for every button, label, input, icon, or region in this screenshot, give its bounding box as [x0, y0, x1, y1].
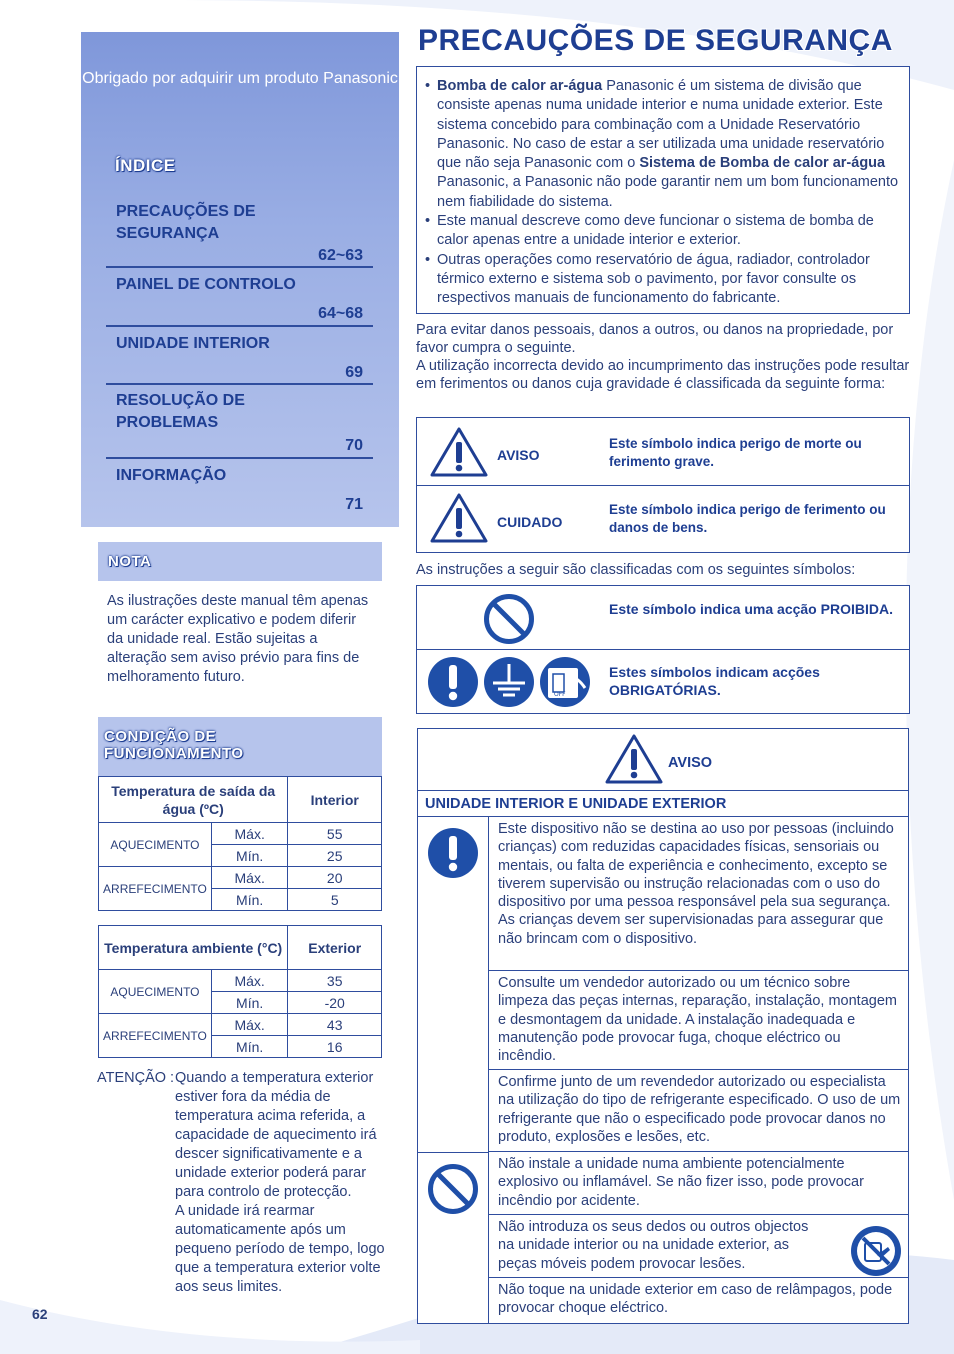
intro-bullet: • Outras operações como reservatório de água, radiador, controlador térmico externo e sistema sob o pavimento, por favor consulte os respectivos manuais de funcionamento do fabricante.: [427, 251, 899, 309]
limit-label: Mín.: [211, 1036, 288, 1058]
warning-header: [418, 729, 908, 791]
group-divider: [418, 1152, 489, 1153]
limit-value: 43: [288, 1014, 382, 1036]
attention-text: A unidade irá rearmar automaticamente após um pequeno período de tempo, logo que a temperatura exterior volte aos seus limites.: [175, 1203, 385, 1295]
toc-label: RESOLUÇÃO DE PROBLEMAS: [116, 392, 245, 431]
limit-value: -20: [288, 992, 382, 1014]
limit-label: Máx.: [211, 1014, 288, 1036]
warning-item: Este dispositivo não se destina ao uso por pessoas (incluindo crianças) com reduzidas capacidades físicas, sensoriais ou mentais, ou falta de experiência e conhecimento, excepto se tiverem supervisão ou instrução relacionadas com o uso do dispositivo por uma pessoa responsável pela sua segurança. As crianças devem ser supervisionadas para assegurar que não brincam com o dispositivo.: [489, 817, 909, 971]
paragraph: Para evitar danos pessoais, danos a outros, ou danos na propriedade, por favor cumpra o seguinte.: [416, 322, 894, 356]
condition-title: CONDIÇÃO DE FUNCIONAMENTO: [104, 728, 244, 762]
intro-text: Panasonic, a Panasonic não pode garantir nem um bom funcionamento nem fiabilidade do sistema.: [437, 174, 899, 210]
severity-row-caution: [417, 486, 909, 552]
mode-cell: AQUECIMENTO: [99, 970, 212, 1014]
toc-item-troubleshooting[interactable]: [106, 385, 373, 459]
switch-off-label: OFF: [554, 691, 566, 698]
limit-value: 20: [288, 867, 382, 889]
attention-text: Quando a temperatura exterior estiver fora da média de temperatura acima referida, a capacidade de aquecimento irá descer significativamente e a unidade exterior poderá parar para controlo de protecção.: [175, 1070, 377, 1200]
toc-pages: 71: [345, 496, 363, 513]
warning-triangle-icon: [604, 733, 664, 785]
no-fingers-icon: [850, 1225, 902, 1277]
mandatory-icon: [427, 656, 479, 708]
symbols-box: [416, 585, 910, 714]
toc-pages: 64~68: [318, 305, 363, 322]
table-header: Exterior: [288, 926, 382, 970]
warning-body: [418, 817, 908, 1323]
limit-label: Máx.: [211, 970, 288, 992]
table-of-contents: [106, 196, 373, 521]
paragraph: As instruções a seguir são classificadas com os seguintes símbolos:: [416, 562, 856, 578]
toc-label: UNIDADE INTERIOR: [116, 335, 270, 352]
table-header: Interior: [288, 777, 382, 823]
limit-label: Máx.: [211, 867, 288, 889]
mode-cell: ARREFECIMENTO: [99, 867, 212, 911]
nota-header: [98, 542, 382, 581]
intro-bullet: [427, 77, 899, 212]
warning-icon-column: [418, 817, 489, 1323]
intro-box: [416, 66, 910, 314]
toc-item-information[interactable]: [106, 459, 373, 521]
mode-cell: AQUECIMENTO: [99, 823, 212, 867]
bold-text: Bomba de calor ar-água: [437, 78, 603, 94]
water-temp-table: [98, 776, 382, 911]
limit-label: Mín.: [211, 845, 288, 867]
warning-item: Não instale a unidade numa ambiente potencialmente explosivo ou inflamável. Se não fizer isso, pode provocar incêndio por acidente.: [489, 1152, 909, 1215]
toc-item-control-panel[interactable]: [106, 268, 373, 327]
severity-desc: Este símbolo indica perigo de morte ou ferimento grave.: [609, 436, 862, 469]
symbol-desc: Estes símbolos indicam acções OBRIGATÓRIAS.: [609, 664, 820, 698]
warning-subtitle: UNIDADE INTERIOR E UNIDADE EXTERIOR: [418, 791, 908, 817]
severity-desc: Este símbolo indica perigo de ferimento ou danos de bens.: [609, 502, 886, 535]
toc-label: INFORMAÇÃO: [116, 467, 227, 484]
symbol-desc: Este símbolo indica uma acção PROIBIDA.: [609, 601, 893, 617]
mode-cell: ARREFECIMENTO: [99, 1014, 212, 1058]
caution-triangle-icon: [429, 492, 489, 544]
limit-value: 35: [288, 970, 382, 992]
thanks-text: Obrigado por adquirir um produto Panasonic: [82, 70, 398, 87]
mandatory-icon: [427, 827, 479, 879]
limit-value: 16: [288, 1036, 382, 1058]
condition-header: [98, 717, 382, 776]
limit-value: 25: [288, 845, 382, 867]
limit-label: Mín.: [211, 889, 288, 911]
nota-text: As ilustrações deste manual têm apenas um carácter explicativo e podem diferir da unidade real. Estão sujeitas a alteração sem aviso prévio para fins de melhoramento futuro.: [107, 593, 369, 685]
table-header: Temperatura ambiente (°C): [99, 926, 288, 970]
page-number: 62: [32, 1306, 48, 1322]
warning-item: Não introduza os seus dedos ou outros objectos na unidade interior ou na unidade exterior, as peças móveis podem provocar lesões.: [489, 1215, 909, 1278]
toc-pages: 69: [345, 364, 363, 381]
limit-value: 55: [288, 823, 382, 845]
prohibited-icon: [483, 593, 535, 645]
index-title: ÍNDICE: [115, 156, 176, 175]
toc-item-indoor-unit[interactable]: [106, 327, 373, 385]
bold-text: Sistema de Bomba de calor ar-água: [639, 155, 886, 172]
power-switch-off-icon: [539, 656, 591, 708]
warning-box: [417, 728, 909, 1324]
severity-box: [416, 417, 910, 553]
toc-item-safety[interactable]: [106, 196, 373, 268]
warning-item: Consulte um vendedor autorizado ou um técnico sobre limpeza das peças internas, reparação, instalação, montagem e desmontagem da unidade. A instalação inadequada e manutenção pode provocar fuga, choque eléctrico ou incêndio.: [489, 971, 909, 1070]
limit-label: Mín.: [211, 992, 288, 1014]
attention-label: ATENÇÃO :: [97, 1070, 175, 1086]
toc-pages: 62~63: [318, 247, 363, 264]
toc-pages: 70: [345, 437, 363, 454]
page-title: PRECAUÇÕES DE SEGURANÇA: [418, 24, 893, 57]
warning-triangle-icon: [429, 426, 489, 478]
nota-title: NOTA: [108, 553, 152, 570]
severity-word: AVISO: [497, 447, 540, 463]
intro-bullet: • Este manual descreve como deve funcionar o sistema de bomba de calor apenas entre a unidade interior e exterior.: [427, 212, 899, 251]
severity-row-warning: [417, 418, 909, 486]
limit-label: Máx.: [211, 823, 288, 845]
warning-item: Não toque na unidade exterior em caso de relâmpagos, pode provocar choque eléctrico.: [498, 1282, 893, 1317]
limit-value: 5: [288, 889, 382, 911]
warning-item: Confirme junto de um revendedor autorizado ou especialista na utilização do tipo de refrigerante especificado. O uso de um refrigerante que não o especificado pode provocar danos no produto, explosões e lesões, etc.: [489, 1070, 909, 1152]
symbol-row-prohibited: [417, 586, 909, 650]
toc-label: PRECAUÇÕES DE SEGURANÇA: [116, 203, 256, 242]
prohibited-icon: [427, 1163, 479, 1215]
severity-word: CUIDADO: [497, 514, 563, 530]
earth-ground-icon: [483, 656, 535, 708]
symbol-row-mandatory: [417, 650, 909, 713]
toc-label: PAINEL DE CONTROLO: [116, 276, 296, 293]
ambient-temp-table: [98, 925, 382, 1058]
table-header: Temperatura de saída da água (ºC): [99, 777, 288, 823]
paragraph: A utilização incorrecta devido ao incumprimento das instruções pode resultar em ferimentos ou danos cuja gravidade é classificada da seguinte forma:: [416, 358, 910, 392]
warning-title: AVISO: [668, 755, 713, 771]
intro-text: Panasonic é um sistema de divisão que consiste apenas numa unidade interior e numa unidade exterior. Este sistema concebido para combinação com a Unidade Reservatório Panasonic. No caso de estar a ser utilizada uma unidade reservatório que não seja Panasonic com o: [437, 78, 885, 172]
